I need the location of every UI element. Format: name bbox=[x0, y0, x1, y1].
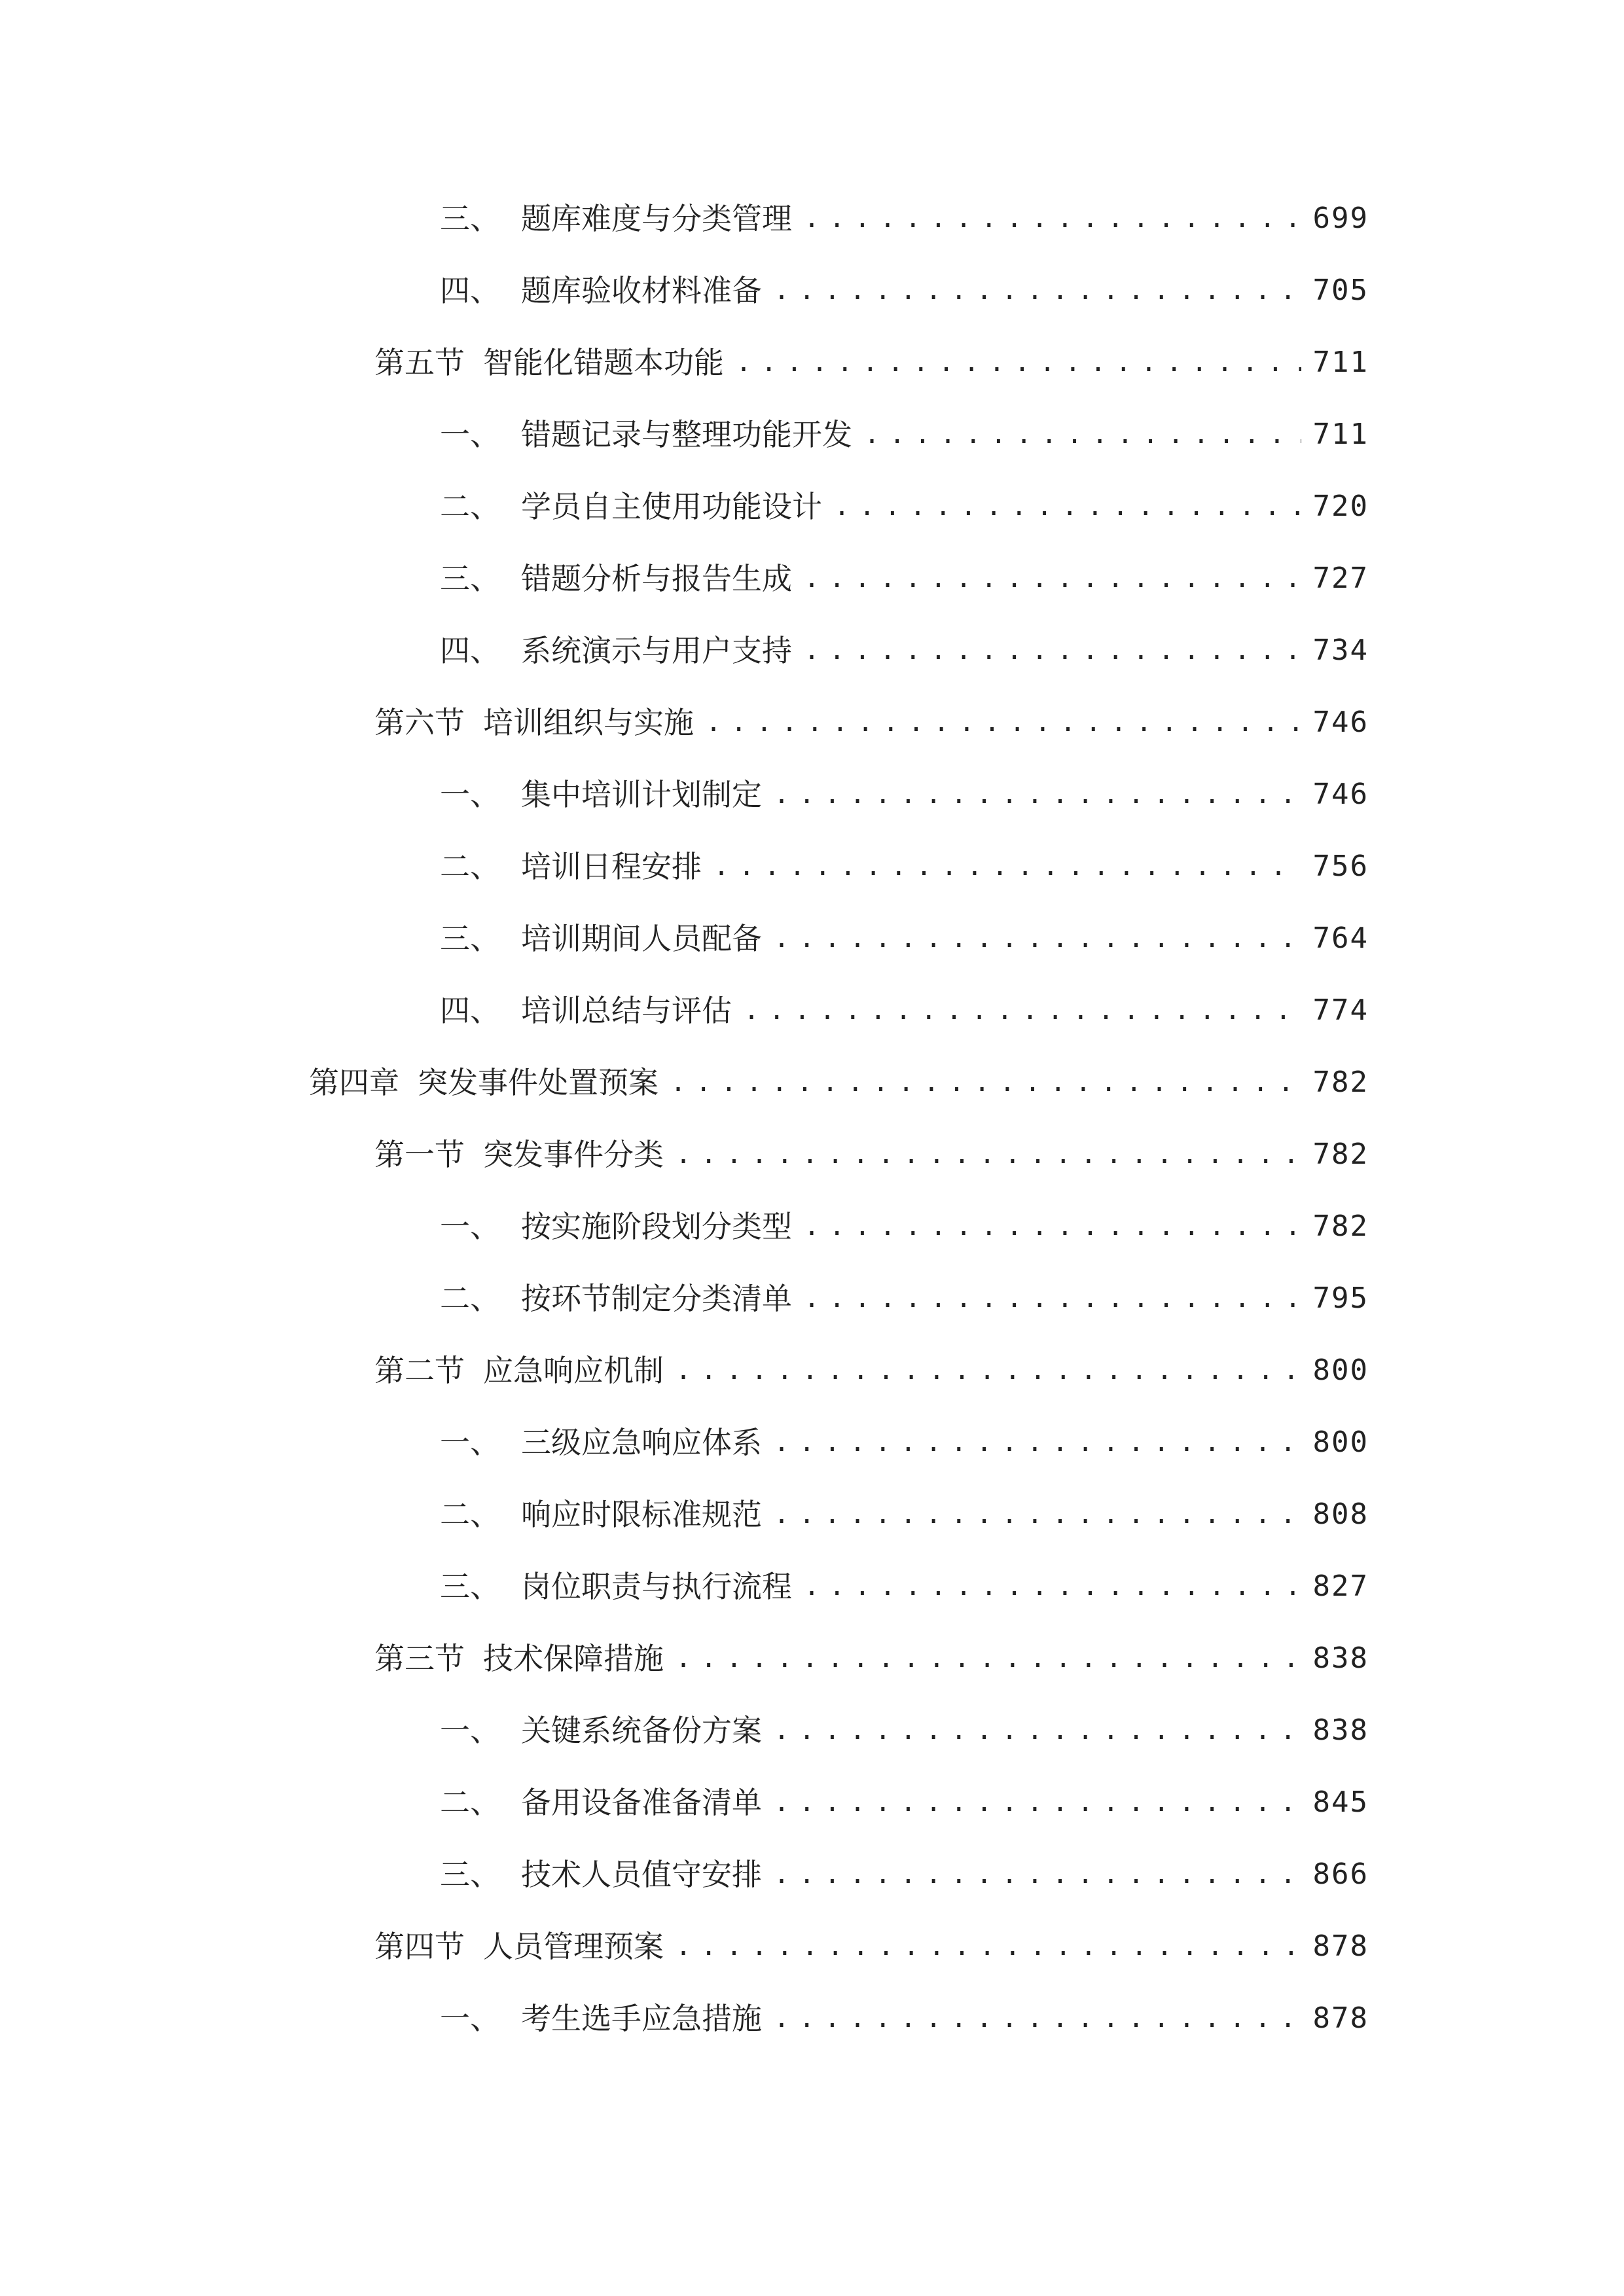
toc-entry-page: 782 bbox=[1312, 1066, 1369, 1099]
toc-entry-page: 756 bbox=[1312, 850, 1369, 883]
toc-entry-page: 774 bbox=[1312, 994, 1369, 1027]
dot-leader bbox=[804, 624, 1301, 677]
toc-entry[interactable] bbox=[440, 1560, 1369, 1613]
dot-leader bbox=[774, 264, 1301, 317]
toc-entry-number: 一、 bbox=[440, 1713, 500, 1748]
dot-leader bbox=[774, 1992, 1301, 2045]
toc-entry-page: 808 bbox=[1312, 1498, 1369, 1531]
dot-leader bbox=[774, 912, 1301, 965]
toc-entry-number: 三、 bbox=[440, 1857, 500, 1892]
toc-entry-title: 题库验收材料准备 bbox=[521, 273, 762, 308]
toc-entry-title: 响应时限标准规范 bbox=[521, 1497, 762, 1532]
toc-entry-number: 一、 bbox=[440, 1425, 500, 1460]
toc-entry-title: 错题记录与整理功能开发 bbox=[521, 417, 852, 452]
toc-entry-page: 845 bbox=[1312, 1785, 1369, 1819]
toc-entry-title: 人员管理预案 bbox=[483, 1929, 664, 1964]
toc-entry[interactable] bbox=[440, 264, 1369, 317]
toc-entry[interactable] bbox=[440, 1704, 1369, 1757]
toc-entry[interactable] bbox=[440, 1992, 1369, 2045]
toc-entry-title: 按实施阶段划分类型 bbox=[521, 1209, 792, 1244]
toc-entry-page: 705 bbox=[1312, 274, 1369, 307]
dot-leader bbox=[676, 1632, 1301, 1685]
toc-entry[interactable] bbox=[440, 408, 1369, 461]
toc-entry-page: 764 bbox=[1312, 922, 1369, 955]
toc-section-entry[interactable] bbox=[374, 696, 1369, 749]
dot-leader bbox=[736, 336, 1301, 389]
dot-leader bbox=[744, 984, 1301, 1037]
toc-entry-title: 突发事件处置预案 bbox=[418, 1065, 659, 1100]
dot-leader bbox=[713, 840, 1301, 893]
toc-entry-number: 二、 bbox=[440, 1497, 500, 1532]
toc-entry-page: 699 bbox=[1312, 202, 1369, 235]
toc-entry[interactable] bbox=[440, 840, 1369, 893]
toc-entry-title: 突发事件分类 bbox=[483, 1137, 664, 1172]
dot-leader bbox=[774, 1488, 1301, 1541]
toc-entry-number: 二、 bbox=[440, 1785, 500, 1820]
toc-entry-number: 第四章 bbox=[309, 1065, 399, 1100]
toc-entry-number: 四、 bbox=[440, 633, 500, 668]
toc-entry-page: 746 bbox=[1312, 706, 1369, 739]
toc-entry[interactable] bbox=[440, 1272, 1369, 1325]
dot-leader bbox=[774, 1848, 1301, 1901]
toc-entry-title: 技术保障措施 bbox=[483, 1641, 664, 1676]
toc-entry-page: 727 bbox=[1312, 562, 1369, 595]
toc-entry-number: 四、 bbox=[440, 993, 500, 1028]
dot-leader bbox=[804, 192, 1301, 245]
toc-entry-title: 按环节制定分类清单 bbox=[521, 1281, 792, 1316]
dot-leader bbox=[676, 1128, 1301, 1181]
dot-leader bbox=[774, 1776, 1301, 1829]
toc-entry-page: 734 bbox=[1312, 634, 1369, 667]
toc-entry-page: 795 bbox=[1312, 1282, 1369, 1315]
toc-entry-page: 782 bbox=[1312, 1138, 1369, 1171]
toc-chapter-entry[interactable] bbox=[309, 1056, 1369, 1109]
toc-entry-number: 二、 bbox=[440, 1281, 500, 1316]
toc-entry-number: 第五节 bbox=[374, 345, 465, 380]
toc-entry-title: 培训总结与评估 bbox=[521, 993, 732, 1028]
toc-entry-page: 782 bbox=[1312, 1210, 1369, 1243]
toc-entry-title: 考生选手应急措施 bbox=[521, 2001, 762, 2036]
toc-entry-title: 培训期间人员配备 bbox=[521, 921, 762, 956]
dot-leader bbox=[774, 1416, 1301, 1469]
toc-entry-title: 培训日程安排 bbox=[521, 849, 702, 884]
dot-leader bbox=[676, 1344, 1301, 1397]
dot-leader bbox=[804, 1200, 1301, 1253]
dot-leader bbox=[804, 1560, 1301, 1613]
toc-entry-number: 三、 bbox=[440, 201, 500, 236]
toc-section-entry[interactable] bbox=[374, 336, 1369, 389]
toc-entry-title: 培训组织与实施 bbox=[483, 705, 694, 740]
dot-leader bbox=[774, 768, 1301, 821]
dot-leader bbox=[864, 408, 1301, 461]
toc-entry[interactable] bbox=[440, 984, 1369, 1037]
toc-entry[interactable] bbox=[440, 192, 1369, 245]
toc-entry-page: 838 bbox=[1312, 1641, 1369, 1675]
toc-entry-page: 878 bbox=[1312, 2001, 1369, 2035]
toc-entry[interactable] bbox=[440, 768, 1369, 821]
toc-entry-title: 技术人员值守安排 bbox=[521, 1857, 762, 1892]
toc-entry-number: 一、 bbox=[440, 417, 500, 452]
toc-entry[interactable] bbox=[440, 912, 1369, 965]
toc-entry-title: 学员自主使用功能设计 bbox=[521, 489, 822, 524]
toc-entry-number: 三、 bbox=[440, 1569, 500, 1604]
toc-entry[interactable] bbox=[440, 1848, 1369, 1901]
toc-entry[interactable] bbox=[440, 1776, 1369, 1829]
toc-entry[interactable] bbox=[440, 624, 1369, 677]
toc-entry-page: 866 bbox=[1312, 1857, 1369, 1891]
toc-entry-title: 题库难度与分类管理 bbox=[521, 201, 792, 236]
toc-entry-page: 711 bbox=[1312, 418, 1369, 451]
toc-entry-page: 711 bbox=[1312, 346, 1369, 379]
toc-entry-page: 800 bbox=[1312, 1426, 1369, 1459]
dot-leader bbox=[804, 552, 1301, 605]
toc-entry-page: 838 bbox=[1312, 1713, 1369, 1747]
toc-entry[interactable] bbox=[440, 1488, 1369, 1541]
toc-section-entry[interactable] bbox=[374, 1344, 1369, 1397]
toc-entry[interactable] bbox=[440, 552, 1369, 605]
toc-entry-number: 第四节 bbox=[374, 1929, 465, 1964]
toc-entry-number: 第三节 bbox=[374, 1641, 465, 1676]
dot-leader bbox=[774, 1704, 1301, 1757]
toc-entry[interactable] bbox=[440, 480, 1369, 533]
dot-leader bbox=[804, 1272, 1301, 1325]
toc-entry-number: 二、 bbox=[440, 489, 500, 524]
dot-leader bbox=[706, 696, 1301, 749]
toc-entry-page: 878 bbox=[1312, 1929, 1369, 1963]
toc-entry-page: 746 bbox=[1312, 778, 1369, 811]
toc-entry-number: 二、 bbox=[440, 849, 500, 884]
dot-leader bbox=[834, 480, 1301, 533]
toc-section-entry[interactable] bbox=[374, 1128, 1369, 1181]
toc-entry-title: 三级应急响应体系 bbox=[521, 1425, 762, 1460]
toc-entry-number: 四、 bbox=[440, 273, 500, 308]
toc-entry-title: 关键系统备份方案 bbox=[521, 1713, 762, 1748]
toc-entry-number: 第二节 bbox=[374, 1353, 465, 1388]
dot-leader bbox=[670, 1056, 1301, 1109]
toc-entry-title: 集中培训计划制定 bbox=[521, 777, 762, 812]
toc-entry-number: 三、 bbox=[440, 561, 500, 596]
toc-entry-title: 岗位职责与执行流程 bbox=[521, 1569, 792, 1604]
dot-leader bbox=[676, 1920, 1301, 1973]
toc-entry-number: 三、 bbox=[440, 921, 500, 956]
toc-entry-number: 一、 bbox=[440, 1209, 500, 1244]
toc-entry-page: 720 bbox=[1312, 490, 1369, 523]
toc-entry-title: 应急响应机制 bbox=[483, 1353, 664, 1388]
toc-entry-page: 800 bbox=[1312, 1354, 1369, 1387]
toc-entry-number: 第六节 bbox=[374, 705, 465, 740]
toc-entry-title: 智能化错题本功能 bbox=[483, 345, 724, 380]
toc-section-entry[interactable] bbox=[374, 1632, 1369, 1685]
toc-entry-number: 第一节 bbox=[374, 1137, 465, 1172]
toc-entry[interactable] bbox=[440, 1416, 1369, 1469]
toc-entry[interactable] bbox=[440, 1200, 1369, 1253]
toc-entry-page: 827 bbox=[1312, 1570, 1369, 1603]
toc-entry-title: 备用设备准备清单 bbox=[521, 1785, 762, 1820]
toc-entry-number: 一、 bbox=[440, 2001, 500, 2036]
toc-section-entry[interactable] bbox=[374, 1920, 1369, 1973]
toc-entry-title: 系统演示与用户支持 bbox=[521, 633, 792, 668]
toc-entry-number: 一、 bbox=[440, 777, 500, 812]
toc-entry-title: 错题分析与报告生成 bbox=[521, 561, 792, 596]
